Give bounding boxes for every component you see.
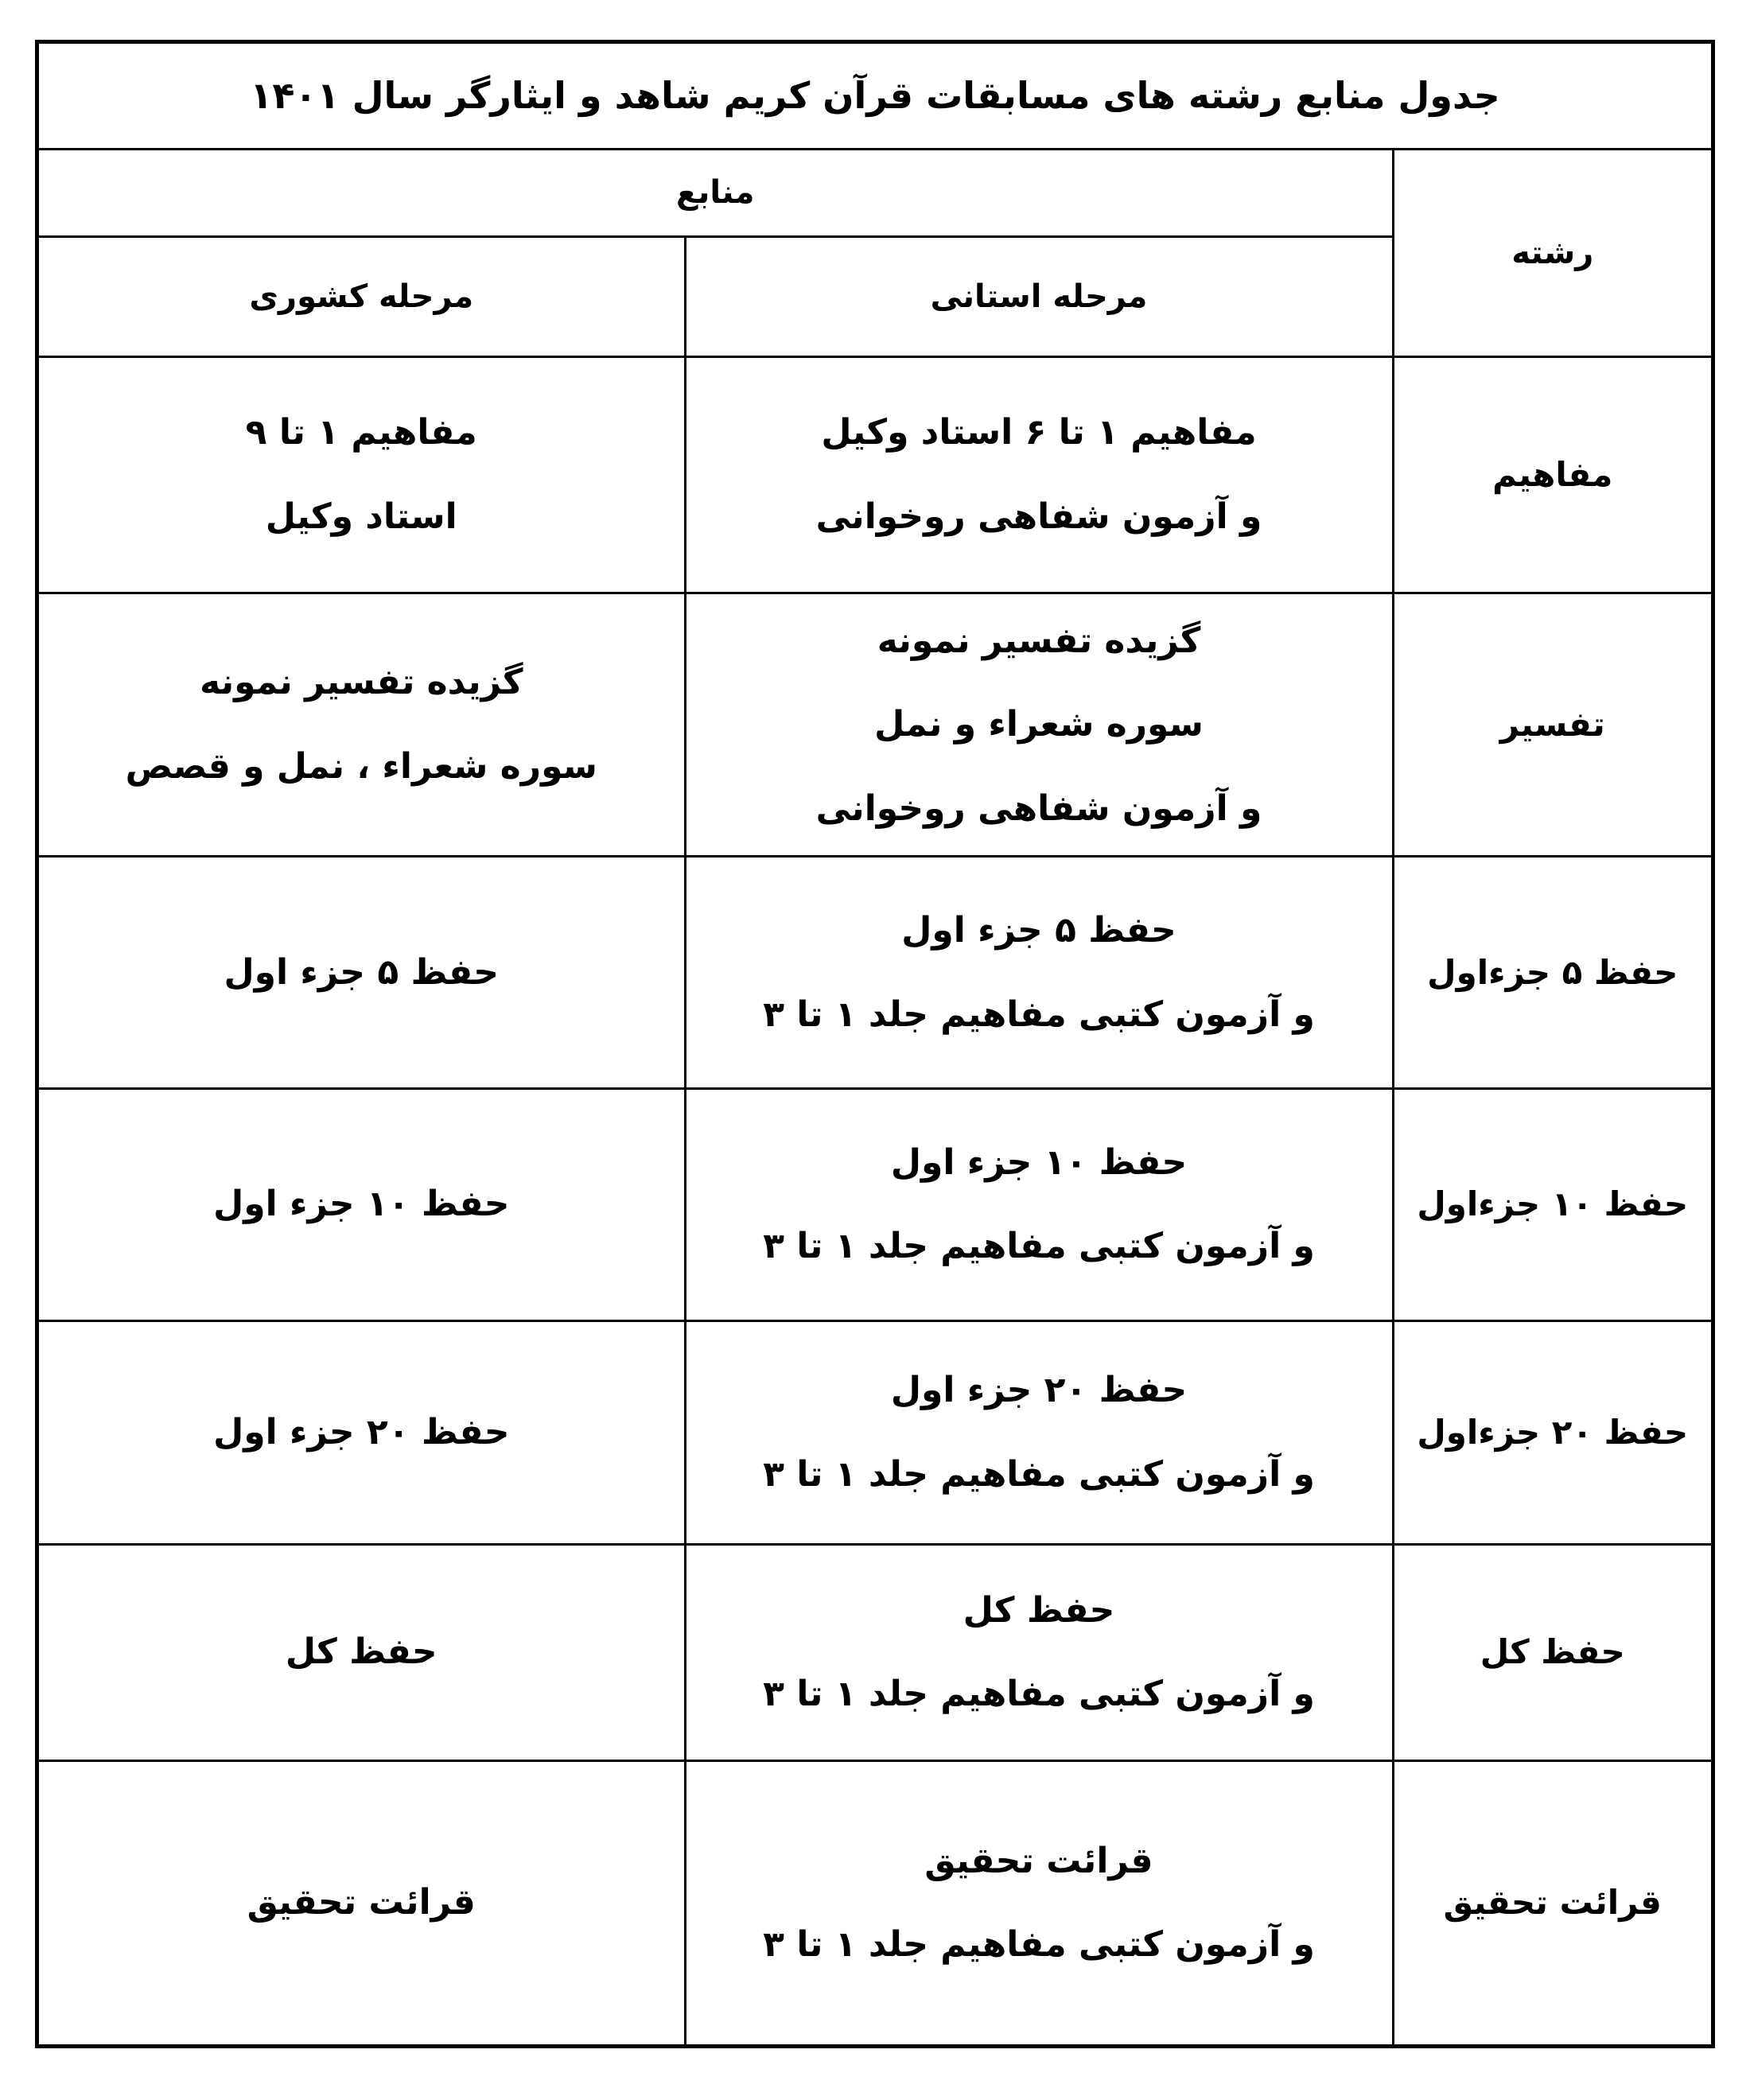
table-row bbox=[39, 857, 1711, 1089]
provincial-cell-line: حفظ ۱۰ جزء اول bbox=[890, 1141, 1188, 1183]
provincial-cell-line: و آزمون شفاهی روخوانی bbox=[815, 788, 1262, 829]
table-row bbox=[39, 1320, 1711, 1545]
title-row bbox=[39, 44, 1711, 149]
field-cell bbox=[1393, 1320, 1711, 1545]
provincial-cell bbox=[685, 593, 1393, 857]
provincial-cell-line: حفظ کل bbox=[962, 1589, 1115, 1631]
header-row-1 bbox=[39, 149, 1711, 237]
table-row bbox=[39, 1760, 1711, 2044]
sources-table bbox=[39, 44, 1711, 2044]
provincial-cell-line: قرائت تحقیق bbox=[924, 1840, 1153, 1881]
national-cell-line: حفظ ۵ جزء اول bbox=[224, 951, 499, 993]
field-cell-line: اول bbox=[1417, 1413, 1479, 1452]
national-cell-line: گزیده تفسیر نمونه bbox=[199, 662, 523, 703]
provincial-cell bbox=[685, 357, 1393, 593]
field-cell bbox=[1393, 593, 1711, 857]
field-cell-line: حفظ ۲۰ جزء bbox=[1478, 1413, 1689, 1452]
field-cell bbox=[1393, 857, 1711, 1089]
field-cell-line: اول bbox=[1427, 952, 1489, 992]
provincial-cell bbox=[685, 857, 1393, 1089]
national-cell bbox=[39, 1760, 685, 2044]
provincial-cell bbox=[685, 1088, 1393, 1320]
national-cell-line: قرائت تحقیق bbox=[247, 1882, 476, 1923]
provincial-cell-line: حفظ ۵ جزء اول bbox=[901, 910, 1176, 951]
national-cell bbox=[39, 1320, 685, 1545]
national-cell bbox=[39, 593, 685, 857]
table-row bbox=[39, 1088, 1711, 1320]
provincial-cell-line: و آزمون کتبی مفاهیم جلد ۱ تا ۳ bbox=[763, 1226, 1315, 1267]
provincial-cell-line: گزیده تفسیر نمونه bbox=[877, 620, 1201, 661]
provincial-cell-line: حفظ ۲۰ جزء اول bbox=[890, 1370, 1188, 1411]
field-cell-line: قرائت تحقیق bbox=[1443, 1883, 1662, 1923]
document-sheet bbox=[35, 40, 1715, 2048]
field-cell-line: مفاهیم bbox=[1492, 455, 1613, 495]
table-row bbox=[39, 593, 1711, 857]
provincial-cell bbox=[685, 1545, 1393, 1760]
national-cell-line: حفظ ۲۰ جزء اول bbox=[213, 1412, 510, 1452]
provincial-cell-line: و آزمون کتبی مفاهیم جلد ۱ تا ۳ bbox=[763, 1674, 1315, 1715]
table-row bbox=[39, 1545, 1711, 1760]
field-cell bbox=[1393, 1545, 1711, 1760]
national-cell bbox=[39, 1545, 685, 1760]
national-cell bbox=[39, 357, 685, 593]
field-cell-line: حفظ کل bbox=[1480, 1632, 1625, 1672]
provincial-cell-line: مفاهیم ۱ تا ۶ استاد وکیل bbox=[821, 412, 1257, 453]
field-cell bbox=[1393, 357, 1711, 593]
provincial-cell-line: و آزمون شفاهی روخوانی bbox=[815, 496, 1262, 537]
provincial-cell bbox=[685, 1760, 1393, 2044]
provincial-cell-line: و آزمون کتبی مفاهیم جلد ۱ تا ۳ bbox=[763, 1924, 1315, 1966]
field-cell-line: حفظ ۵ جزء bbox=[1488, 952, 1678, 992]
national-cell bbox=[39, 857, 685, 1089]
field-cell bbox=[1393, 1088, 1711, 1320]
provincial-cell-line: سوره شعراء و نمل bbox=[874, 704, 1204, 745]
national-cell-line: استاد وکیل bbox=[265, 496, 457, 537]
national-cell bbox=[39, 1088, 685, 1320]
national-cell-line: حفظ کل bbox=[285, 1631, 438, 1673]
provincial-cell-line: و آزمون کتبی مفاهیم جلد ۱ تا ۳ bbox=[763, 1453, 1315, 1495]
provincial-cell-line: و آزمون کتبی مفاهیم جلد ۱ تا ۳ bbox=[763, 994, 1315, 1035]
field-cell-line: حفظ ۱۰ جزء bbox=[1478, 1184, 1689, 1224]
header-field: رشته bbox=[1393, 149, 1711, 356]
national-cell-line: سوره شعراء ، نمل و قصص bbox=[125, 746, 597, 788]
header-national: مرحله کشوری bbox=[39, 237, 685, 357]
table-title: جدول منابع رشته های مسابقات قرآن کریم شاهد و ایثارگر سال ۱۴۰۱ bbox=[39, 44, 1711, 149]
header-sources: منابع bbox=[39, 149, 1393, 237]
header-provincial: مرحله استانی bbox=[685, 237, 1393, 357]
field-cell-line: تفسیر bbox=[1499, 705, 1605, 745]
national-cell-line: مفاهیم ۱ تا ۹ bbox=[245, 412, 477, 453]
provincial-cell bbox=[685, 1320, 1393, 1545]
field-cell-line: اول bbox=[1417, 1184, 1479, 1224]
national-cell-line: حفظ ۱۰ جزء اول bbox=[213, 1184, 510, 1225]
table-row bbox=[39, 357, 1711, 593]
field-cell bbox=[1393, 1760, 1711, 2044]
